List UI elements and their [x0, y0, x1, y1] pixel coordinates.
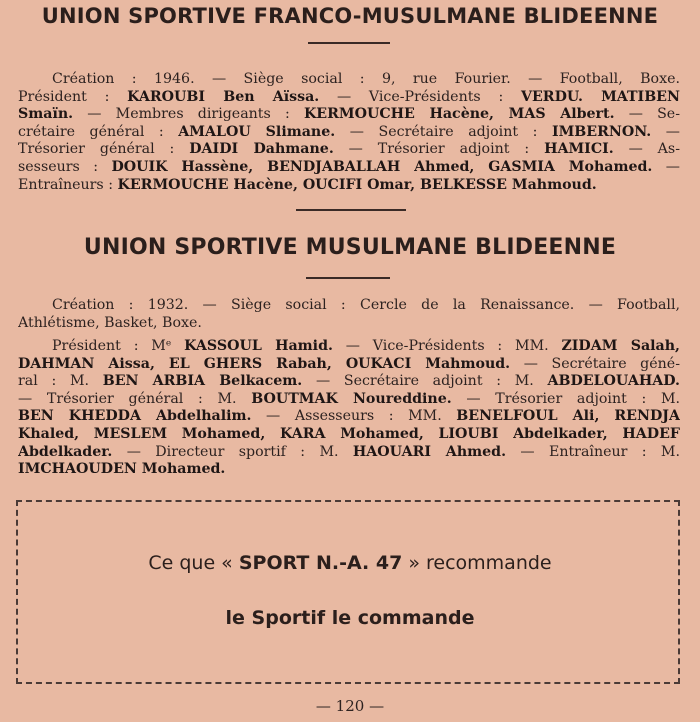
section-title-usmb: UNION SPORTIVE MUSULMANE BLIDEENNE: [83, 235, 617, 260]
text-run: sesseurs :: [18, 158, 112, 175]
section-title-usfmb: UNION SPORTIVE FRANCO-MUSULMANE BLIDEENNE: [41, 4, 659, 28]
section-creation-usmb: [18, 297, 680, 332]
text-run: — Secrétaire géné-: [510, 355, 680, 372]
text-run: Création : 1932. — Siège social : Cercle de la Renaissance. — Football,: [52, 297, 680, 313]
text-line: [18, 338, 680, 356]
text-run: — Secrétaire adjoint :: [335, 123, 552, 140]
title-underline: [306, 277, 390, 279]
text-run: —: [651, 123, 680, 140]
text-run: Président :: [18, 88, 128, 105]
text-run: — Directeur sportif : M.: [112, 443, 353, 460]
text-run: — Trésorier général : M.: [18, 390, 252, 407]
bold-name: HAMICI.: [544, 141, 614, 158]
bold-name: ABDELOUAHAD.: [547, 373, 680, 390]
bold-name: IMBERNON.: [551, 123, 652, 140]
bold-name: BENELFOUL Ali, RENDJA: [456, 408, 680, 425]
bold-name: ZIDAM Salah,: [561, 338, 680, 354]
title-underline: [308, 42, 390, 44]
text-line: [18, 297, 680, 315]
text-run: Président : Mᵉ: [52, 338, 185, 354]
page-number: — 120 —: [315, 697, 385, 715]
text-run: — As-: [613, 141, 680, 158]
text-run: — Trésorier adjoint :: [333, 141, 545, 158]
text-line: [18, 89, 680, 107]
bold-name: KAROUBI Ben Aïssa.: [127, 88, 320, 105]
bold-name: VERDU. MATIBEN: [520, 88, 680, 105]
text-run: Athlétisme, Basket, Boxe.: [18, 314, 202, 331]
section-body-usfmb: [18, 71, 680, 194]
advertisement-box: [16, 500, 680, 684]
text-line: [18, 461, 680, 479]
bold-name: BEN ARBIA Belkacem.: [102, 373, 303, 390]
bold-name: KERMOUCHE Hacène, OUCIFI Omar, BELKESSE Mahmoud.: [117, 176, 597, 193]
bold-name: DOUIK Hassène, BENDJABALLAH Ahmed, GASMIA Mohamed.: [111, 158, 653, 175]
text-line: [18, 391, 680, 409]
text-run: — Vice-Présidents :: [319, 88, 521, 105]
ad-line-2: le Sportif le commande: [225, 607, 475, 629]
text-line: [18, 373, 680, 391]
text-line: [18, 159, 680, 177]
text-line: [18, 106, 680, 124]
bold-name: Smaïn.: [18, 106, 74, 123]
bold-name: KERMOUCHE Hacène, MAS Albert.: [303, 106, 615, 123]
text-run: — Entraîneur : M.: [506, 443, 680, 460]
text-line: [18, 356, 680, 374]
bold-name: HAOUARI Ahmed.: [352, 443, 507, 460]
text-line: [18, 426, 680, 444]
text-run: —: [652, 158, 680, 175]
text-run: Trésorier général :: [18, 141, 190, 158]
bold-name: Abdelkader.: [18, 443, 113, 460]
text-line: [18, 444, 680, 462]
bold-name: DAHMAN Aissa, EL GHERS Rabah, OUKACI Mahmoud.: [18, 355, 511, 372]
bold-name: BOUTMAK Noureddine.: [251, 390, 452, 407]
section-body-usmb: [18, 338, 680, 479]
text-line: [18, 408, 680, 426]
text-line: [18, 177, 680, 195]
text-line: [18, 71, 680, 89]
text-line: [18, 315, 680, 333]
text-line: [18, 141, 680, 159]
bold-name: AMALOU Slimane.: [178, 123, 336, 140]
text-run: — Se-: [614, 106, 680, 123]
text-run: — Membres dirigeants :: [73, 106, 304, 123]
bold-name: DAIDI Dahmane.: [189, 141, 334, 158]
text-run: — Vice-Présidents : MM.: [332, 338, 562, 354]
bold-name: IMCHAOUDEN Mohamed.: [18, 461, 226, 478]
text-run: ral : M.: [18, 373, 103, 390]
section-divider: [296, 209, 406, 211]
text-line: [18, 124, 680, 142]
text-run: — Assesseurs : MM.: [251, 408, 457, 425]
bold-name: Khaled, MESLEM Mohamed, KARA Mohamed, LIOUBI Abdelkader, HADEF: [18, 425, 680, 442]
text-run: Entraîneurs :: [18, 176, 118, 193]
text-run: — Trésorier adjoint : M.: [451, 390, 680, 407]
text-run: — Secrétaire adjoint : M.: [302, 373, 548, 390]
bold-name: BEN KHEDDA Abdelhalim.: [18, 408, 252, 425]
ad-line-1: Ce que « SPORT N.-A. 47 » recommande: [148, 552, 552, 574]
text-run: crétaire général :: [18, 123, 179, 140]
text-run: Création : 1946. — Siège social : 9, rue Fourier. — Football, Boxe.: [52, 71, 680, 87]
bold-name: KASSOUL Hamid.: [184, 338, 333, 354]
